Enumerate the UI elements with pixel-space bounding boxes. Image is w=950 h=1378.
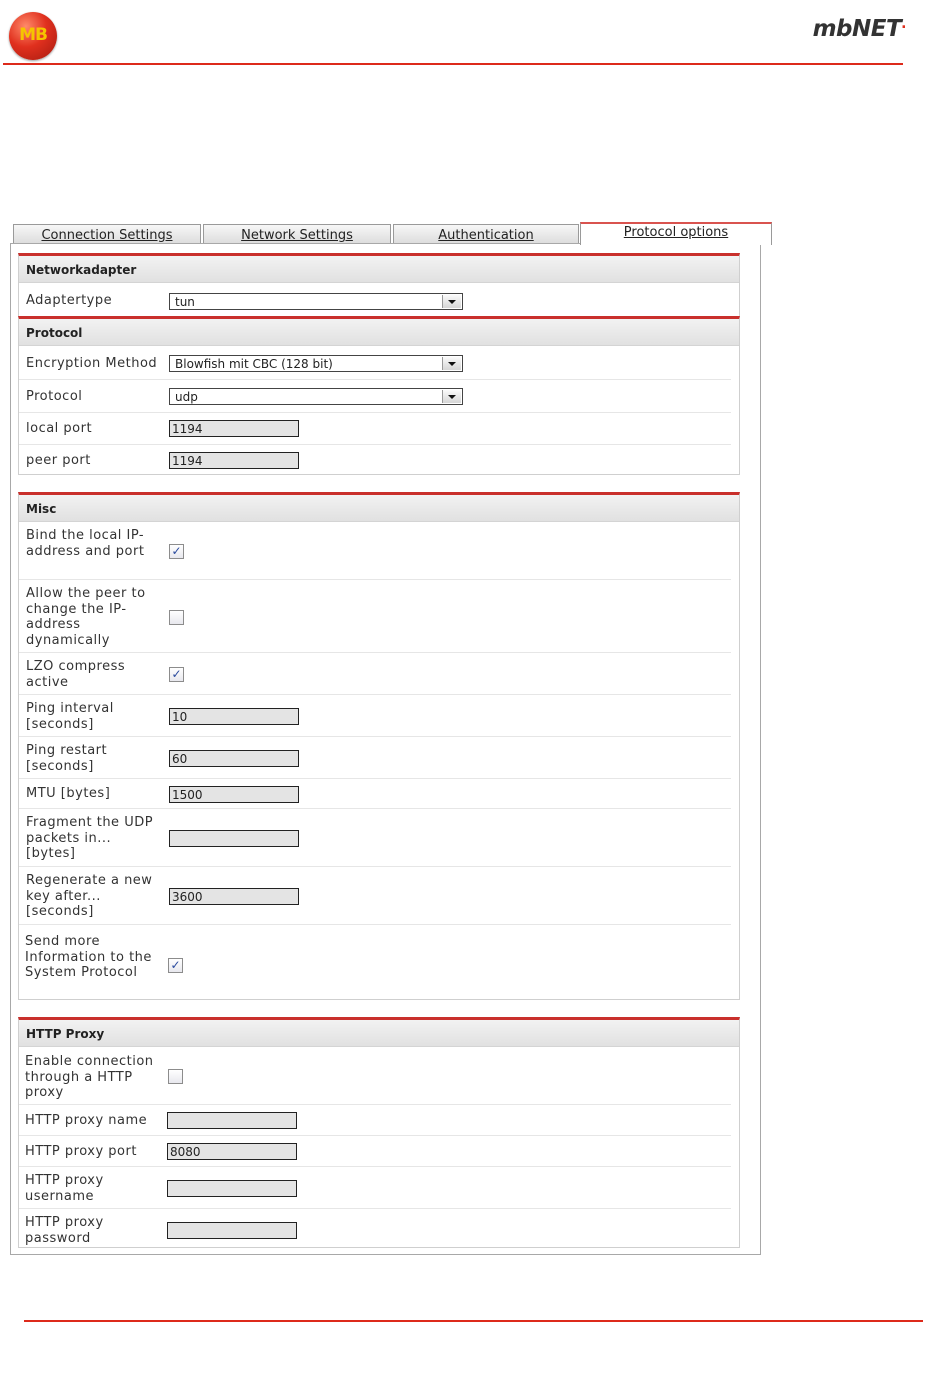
mtu-label: MTU [bytes]	[26, 786, 111, 801]
checkmark-icon: ✓	[171, 667, 182, 681]
chevron-down-icon[interactable]	[442, 357, 461, 370]
proxy-username-input[interactable]	[167, 1180, 297, 1197]
adaptertype-value: tun	[175, 295, 195, 309]
peer-port-input[interactable]: 1194	[169, 452, 299, 469]
mb-logo	[9, 12, 57, 60]
fragment-label: Fragment the UDP packets in... [bytes]	[26, 815, 154, 861]
protocol-select[interactable]	[169, 388, 463, 405]
proxy-port-row	[19, 1136, 731, 1167]
bind-local-row	[19, 522, 731, 580]
tab-authentication[interactable]: Authentication	[393, 224, 579, 244]
http-proxy-section	[18, 1017, 740, 1248]
logo-text: MB	[19, 25, 47, 45]
proxy-username-label: HTTP proxy username	[25, 1173, 104, 1204]
tab-network-settings[interactable]: Network Settings	[203, 224, 391, 244]
ping-interval-row	[19, 695, 731, 737]
proxy-name-label: HTTP proxy name	[25, 1113, 148, 1128]
brand-logo	[813, 16, 906, 42]
brand-name: mbNET	[812, 16, 902, 42]
ping-interval-input[interactable]: 10	[169, 708, 299, 725]
mtu-row	[19, 779, 731, 809]
allow-peer-change-label: Allow the peer to change the IP-address dynamically	[26, 586, 146, 648]
encryption-row	[19, 346, 731, 380]
section-title: Misc	[19, 495, 739, 522]
regenerate-key-label: Regenerate a new key after... [seconds]	[26, 873, 153, 919]
send-more-info-checkbox[interactable]	[168, 958, 183, 973]
checkmark-icon: ✓	[171, 544, 182, 558]
adaptertype-select[interactable]	[169, 293, 463, 310]
ping-restart-label: Ping restart [seconds]	[26, 743, 108, 774]
proxy-password-row	[19, 1209, 731, 1247]
protocol-row	[19, 380, 731, 413]
proxy-port-label: HTTP proxy port	[25, 1144, 137, 1159]
bind-local-label: Bind the local IP-address and port	[26, 528, 145, 559]
peer-port-label: peer port	[26, 453, 91, 468]
encryption-select[interactable]	[169, 355, 463, 372]
section-title: HTTP Proxy	[19, 1020, 739, 1047]
mtu-input[interactable]: 1500	[169, 786, 299, 803]
allow-peer-change-checkbox[interactable]	[169, 610, 184, 625]
encryption-label: Encryption Method	[26, 356, 158, 371]
protocol-options-panel	[10, 243, 761, 1255]
proxy-enable-label: Enable connection through a HTTP proxy	[25, 1054, 154, 1100]
proxy-enable-row	[19, 1047, 731, 1105]
regenerate-key-input[interactable]: 3600	[169, 888, 299, 905]
encryption-value: Blowfish mit CBC (128 bit)	[175, 357, 333, 371]
proxy-name-input[interactable]	[167, 1112, 297, 1129]
chevron-down-icon[interactable]	[442, 295, 461, 308]
tab-protocol-options[interactable]: Protocol options	[580, 222, 772, 245]
proxy-password-input[interactable]	[167, 1222, 297, 1239]
bind-local-checkbox[interactable]	[169, 544, 184, 559]
ping-restart-row	[19, 737, 731, 779]
protocol-value: udp	[175, 390, 198, 404]
allow-peer-change-row	[19, 580, 731, 653]
proxy-enable-checkbox[interactable]	[168, 1069, 183, 1084]
regenerate-key-row	[19, 867, 731, 925]
section-title: Protocol	[19, 319, 739, 346]
checkmark-icon: ✓	[170, 958, 181, 972]
protocol-section	[18, 316, 740, 475]
lzo-row	[19, 653, 731, 695]
send-more-info-row	[19, 925, 731, 1001]
ping-interval-label: Ping interval [seconds]	[26, 701, 114, 732]
local-port-row	[19, 413, 731, 445]
footer-divider	[24, 1320, 923, 1322]
ping-restart-input[interactable]: 60	[169, 750, 299, 767]
section-title: Networkadapter	[19, 256, 739, 283]
proxy-port-input[interactable]: 8080	[167, 1143, 297, 1160]
misc-section	[18, 492, 740, 1000]
chevron-down-icon[interactable]	[442, 390, 461, 403]
networkadapter-section	[18, 253, 740, 317]
peer-port-row	[19, 445, 731, 476]
lzo-label: LZO compress active	[26, 659, 126, 690]
brand-mark: .	[901, 16, 906, 32]
adaptertype-row	[19, 283, 731, 317]
proxy-username-row	[19, 1167, 731, 1209]
header-divider	[3, 63, 903, 65]
proxy-password-label: HTTP proxy password	[25, 1215, 104, 1246]
fragment-row	[19, 809, 731, 867]
protocol-label: Protocol	[26, 389, 83, 404]
fragment-input[interactable]	[169, 830, 299, 847]
tab-connection-settings[interactable]: Connection Settings	[13, 224, 201, 244]
adaptertype-label: Adaptertype	[26, 293, 113, 308]
local-port-input[interactable]: 1194	[169, 420, 299, 437]
lzo-checkbox[interactable]	[169, 667, 184, 682]
tab-bar	[13, 222, 773, 244]
send-more-info-label: Send more Information to the System Protocol	[25, 934, 152, 980]
local-port-label: local port	[26, 421, 93, 436]
proxy-name-row	[19, 1105, 731, 1136]
